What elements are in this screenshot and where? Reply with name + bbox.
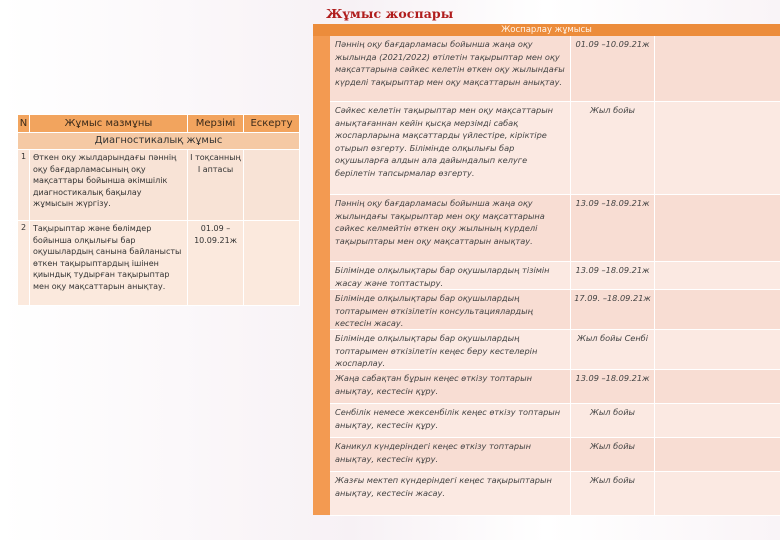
section-title: Диагностикалық жұмыс [18, 133, 300, 150]
plan-row [330, 102, 780, 195]
plan-row [330, 404, 780, 438]
header-term: Мерзімі [188, 115, 244, 133]
plan-term: Жыл бойы [570, 102, 654, 194]
plan-term: Жыл бойы [570, 438, 654, 471]
plan-note [654, 472, 780, 515]
plan-row [330, 195, 780, 262]
row-number: 1 [18, 150, 30, 221]
row-term: I тоқсанның I аптасы [188, 150, 244, 221]
plan-task: Білімінде олқылықтары бар оқушылардың топтарымен өткізілетін кеңес беру кестелерін жоспарлау. [335, 333, 538, 368]
plan-task: Жаңа сабақтан бұрын кеңес өткізу топтарын анықтау, кестесін құру. [335, 373, 532, 396]
plan-note [654, 102, 780, 194]
row-number: 2 [18, 221, 30, 306]
page-title: Жұмыс жоспары [326, 6, 454, 21]
plan-task: Білімінде олқылықтары бар оқушылардың топтарымен өткізілетін консультациялардың кестесін жасау. [335, 293, 533, 328]
header-number: N [18, 115, 30, 133]
plan-note [654, 36, 780, 101]
planning-side-bar [313, 36, 330, 515]
plan-row [330, 330, 780, 370]
header-note: Ескерту [244, 115, 300, 133]
plan-row [330, 438, 780, 472]
plan-term: 13.09 –18.09.21ж [570, 262, 654, 289]
row-term: 01.09 – 10.09.21ж [188, 221, 244, 306]
plan-row [330, 290, 780, 330]
plan-task: Сенбілік немесе жексенбілік кеңес өткізу топтарын анықтау, кестесін құру. [335, 407, 561, 430]
plan-note [654, 438, 780, 471]
plan-task: Каникул күндеріндегі кеңес өткізу топтарын анықтау, кестесін құру. [335, 441, 531, 464]
table-row [18, 150, 300, 221]
row-note [244, 221, 300, 306]
header-content: Жұмыс мазмұны [30, 115, 188, 133]
plan-row [330, 370, 780, 404]
row-content: Өткен оқу жылдарындағы пәннің оқу бағдарламасының оқу мақсаттары бойынша әкімшілік диагностикалық бақылау жұмысын жүргізу. [30, 150, 188, 221]
plan-note [654, 290, 780, 329]
table-row [18, 221, 300, 306]
plan-task: Сәйкес келетін тақырыптар мен оқу мақсаттарын анықтағаннан кейін қысқа мерзімді сабақ жоспарларына мақсаттарды үйлестіре, кіріктіре отырып өзгерту. Білімінде олқылығы бар оқушыларға алдын ала дайындалып келуге берілетін тапсырмалар өзгерту. [335, 105, 554, 178]
plan-task: Пәннің оқу бағдарламасы бойынша жаңа оқу жылында (2021/2022) өтілетін тақырыптар мен оқу мақсаттарына сәйкес келетін өткен оқу жылындағы күрделі тақырыптар мен оқу мақсаттарын анықтау. [335, 39, 565, 87]
plan-row [330, 262, 780, 290]
row-content: Тақырыптар және бөлімдер бойынша олқылығы бар оқушылардың санына байланысты өткен тақырыптардың ішінен қиындық тудырған тақырыптар мен оқу мақсаттарын анықтау. [30, 221, 188, 306]
plan-term: Жыл бойы [570, 472, 654, 515]
plan-note [654, 370, 780, 403]
section-row [18, 133, 300, 150]
plan-task: Жазғы мектеп күндеріндегі кеңес тақырыптарын анықтау, кестесін жасау. [335, 475, 552, 498]
plan-term: Жыл бойы Сенбі [570, 330, 654, 369]
plan-term: 17.09. –18.09.21ж [570, 290, 654, 329]
planning-header: Жоспарлау жұмысы [313, 24, 780, 36]
plan-note [654, 195, 780, 261]
plan-note [654, 262, 780, 289]
plan-note [654, 404, 780, 437]
plan-task: Пәннің оқу бағдарламасы бойынша жаңа оқу жылындағы тақырыптар мен оқу мақсаттарына сәйкес келмейтін өткен оқу жылының күрделі тақырыптары мен оқу мақсаттарын анықтау. [335, 198, 545, 246]
plan-task: Білімінде олқылықтары бар оқушылардың тізімін жасау және топтастыру. [335, 265, 550, 288]
plan-term: 01.09 –10.09.21ж [570, 36, 654, 101]
plan-row [330, 36, 780, 102]
row-note [244, 150, 300, 221]
table-header-row [18, 115, 300, 133]
plan-note [654, 330, 780, 369]
diagnostic-work-table [17, 114, 300, 306]
plan-term: 13.09 –18.09.21ж [570, 370, 654, 403]
plan-term: 13.09 –18.09.21ж [570, 195, 654, 261]
plan-row [330, 472, 780, 516]
plan-term: Жыл бойы [570, 404, 654, 437]
